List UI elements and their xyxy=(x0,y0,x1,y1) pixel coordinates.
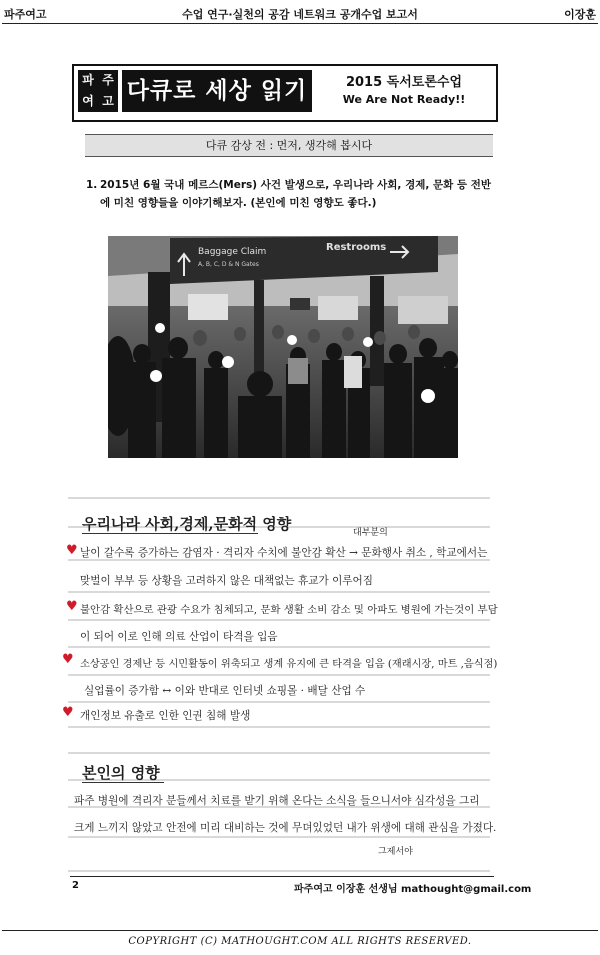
copyright-rule xyxy=(2,930,598,931)
running-header xyxy=(0,0,600,24)
header-school: 파주여고 xyxy=(4,8,47,21)
handwritten-line: 크게 느끼지 않았고 안전에 미리 대비하는 것에 무뎌있었던 내가 위생에 대해 관심을 가졌다. xyxy=(74,822,497,834)
section-heading: 다큐 감상 전 : 먼저, 생각해 봅시다 xyxy=(85,134,493,157)
question-text: 2015년 6월 국내 메르스(Mers) 사건 발생으로, 우리나라 사회, 경제, 문화 등 전반에 미친 영향들을 이야기해보자. (본인에 미친 영향도 좋다.) xyxy=(100,179,492,209)
header-rule xyxy=(2,23,598,24)
subtitle-line1: 2015 독서토론수업 xyxy=(345,75,463,90)
heart-bullet-icon: ♥ xyxy=(66,599,78,614)
annotation-then: 그제서야 xyxy=(378,847,413,857)
logo-char: 파 xyxy=(78,70,98,91)
airport-crowd-photo xyxy=(108,236,458,458)
heading-underline xyxy=(82,533,258,534)
handwritten-line: 소상공인 경제난 등 시민활동이 위축되고 생계 유지에 큰 타격을 입음 (재래시장, 마트 ,음식점) xyxy=(80,659,498,670)
title-block xyxy=(72,64,498,122)
sign-gates: A, B, C, D & N Gates xyxy=(198,261,259,268)
handwritten-line: 실업률이 증가함 ↔ 이와 반대로 인터넷 쇼핑몰 · 배달 산업 수 xyxy=(84,685,366,697)
handwritten-line: 개인정보 유출로 인한 인권 침해 발생 xyxy=(80,710,251,722)
handwritten-line: 불안감 확산으로 관광 수요가 침체되고, 문화 생활 소비 감소 및 아파도 병원에 가는것이 부담 xyxy=(80,604,498,616)
sign-restrooms: Restrooms xyxy=(326,242,387,253)
annotation-majority: 대부분의 xyxy=(353,528,388,538)
logo-char: 여 xyxy=(78,91,98,112)
subtitle-line2: We Are Not Ready!! xyxy=(342,93,466,106)
question-number: 1. xyxy=(86,179,98,191)
copyright-notice: COPYRIGHT (C) MATHOUGHT.COM ALL RIGHTS RESERVED. xyxy=(128,936,472,947)
handwritten-heading-society: 우리나라 사회,경제,문화적 영향 xyxy=(82,515,292,533)
header-author: 이장훈 xyxy=(564,8,596,21)
logo-char: 고 xyxy=(98,91,118,112)
heart-bullet-icon: ♥ xyxy=(66,543,78,558)
handwritten-line: 파주 병원에 격리자 분들께서 치료를 받기 위해 온다는 소식을 들으니서야 심각성을 그리 xyxy=(74,795,480,807)
logo-char: 주 xyxy=(98,70,118,91)
heading-underline xyxy=(82,782,164,783)
question-1 xyxy=(86,176,496,212)
handwritten-line: 이 되어 이로 인해 의료 산업이 타격을 입음 xyxy=(80,631,278,643)
page-title: 다큐로 세상 읽기 xyxy=(122,70,312,112)
page-number: 2 xyxy=(72,880,79,891)
heart-bullet-icon: ♥ xyxy=(62,705,74,720)
handwritten-heading-personal: 본인의 영향 xyxy=(82,764,160,782)
footer-rule xyxy=(70,876,494,877)
title-subtitle xyxy=(318,68,490,114)
school-logo xyxy=(78,70,118,112)
sign-baggage: Baggage Claim xyxy=(198,247,267,257)
header-title: 수업 연구·실천의 공감 네트워크 공개수업 보고서 xyxy=(182,8,418,21)
heart-bullet-icon: ♥ xyxy=(62,652,74,667)
handwritten-line: 날이 갈수록 증가하는 감염자 · 격리자 수치에 불안감 확산 → 문화행사 취소 , 학교에서는 xyxy=(80,547,488,559)
footer-author: 파주여고 이장훈 선생님 mathought@gmail.com xyxy=(294,884,532,895)
handwritten-line: 맞벌이 부부 등 상황을 고려하지 않은 대책없는 휴교가 이루어짐 xyxy=(80,575,374,587)
